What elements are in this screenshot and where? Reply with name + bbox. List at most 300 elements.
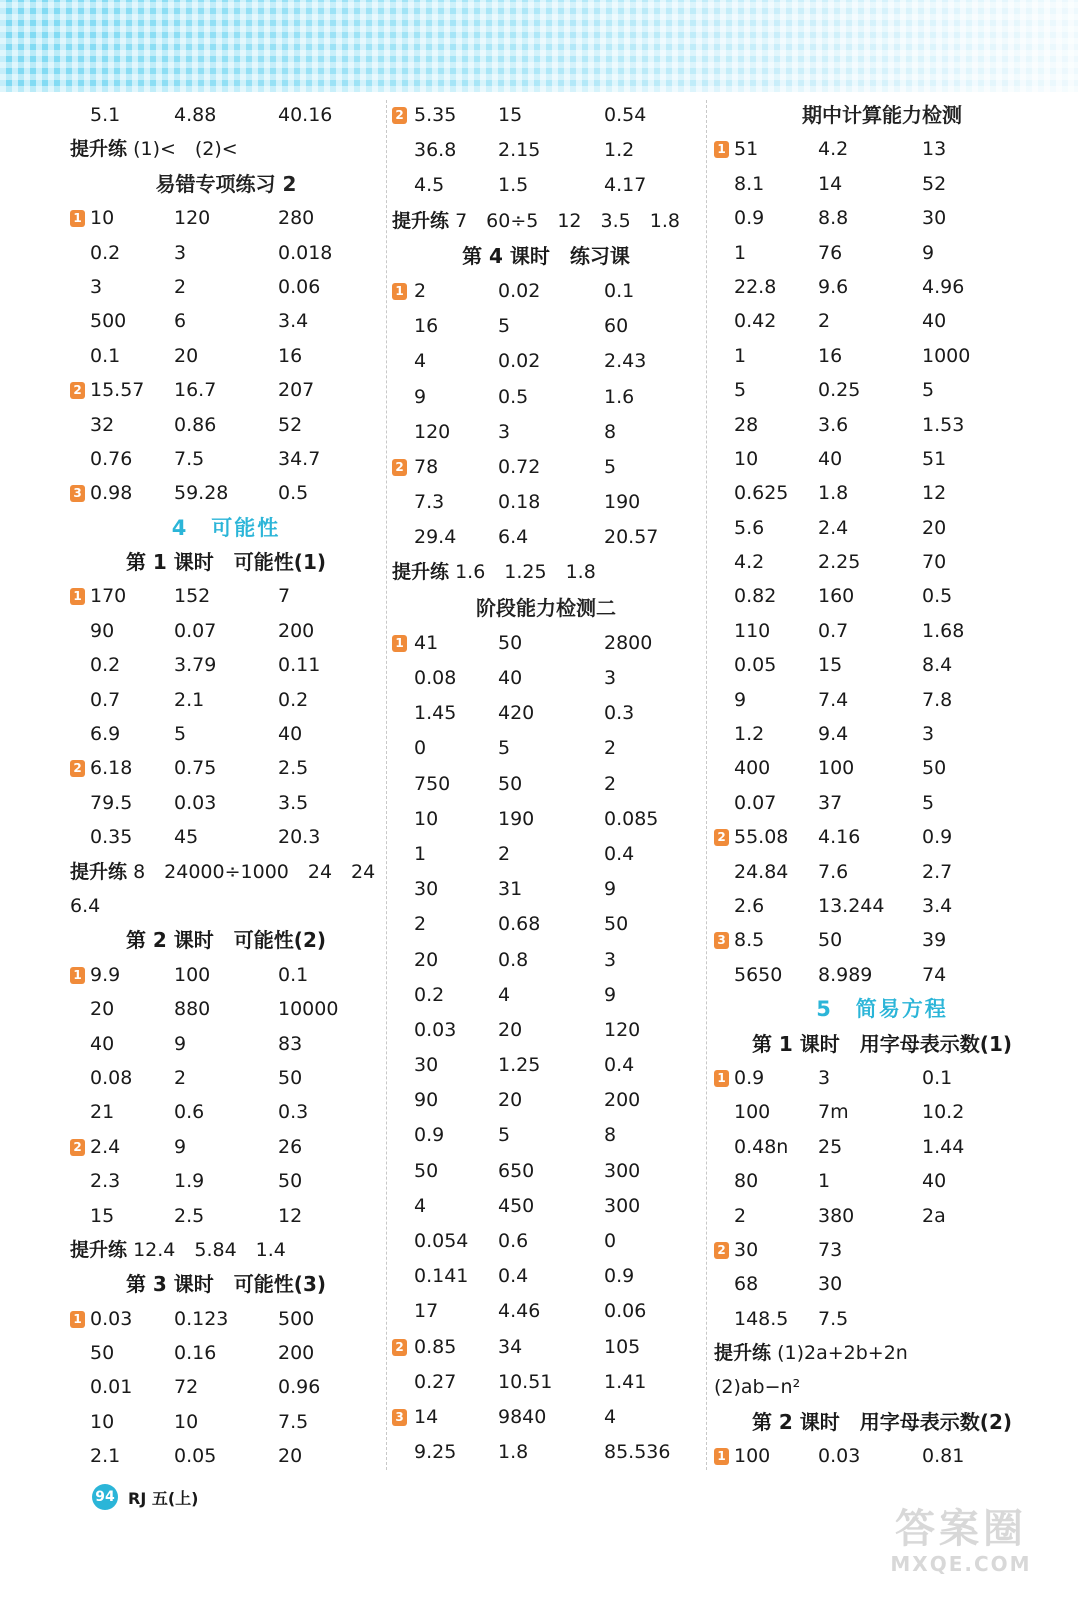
answer-value: 3: [604, 948, 617, 971]
answer-row: [712, 923, 1052, 957]
answer-value: 2.7: [922, 860, 953, 883]
answer-row: [390, 767, 702, 802]
answer-value: 5.1: [90, 104, 121, 126]
answer-value: 420: [498, 702, 535, 725]
answer-row: [712, 511, 1052, 545]
answer-value: 2: [818, 310, 831, 333]
answer-value: 16: [818, 344, 843, 367]
page-number: 94: [92, 1484, 118, 1510]
answer-row: [68, 820, 384, 854]
extension-text: 12.4 5.84 1.4: [133, 1238, 286, 1261]
answer-value: 2.6: [734, 894, 765, 917]
answer-row: [712, 1199, 1052, 1233]
answer-value: 5.35: [414, 104, 457, 126]
answer-row: [390, 872, 702, 907]
question-number-badge: 2: [70, 760, 85, 777]
question-number-badge: 1: [392, 283, 407, 300]
extension-answer: [68, 1233, 384, 1267]
answer-row: [712, 1302, 1052, 1336]
answer-row: [390, 450, 702, 485]
answer-value: 3.6: [818, 413, 849, 436]
answer-value: 79.5: [90, 791, 133, 814]
answer-value: 1.45: [414, 702, 457, 725]
answer-value: 3: [174, 241, 187, 264]
answer-value: 52: [278, 413, 303, 436]
answer-value: 0.2: [90, 654, 121, 677]
answer-row: [68, 958, 384, 992]
answer-value: 4.5: [414, 174, 445, 197]
answer-row: [390, 1224, 702, 1259]
answer-row: [390, 1154, 702, 1189]
answer-value: 8.8: [818, 207, 849, 230]
question-number-badge: 2: [392, 459, 407, 476]
answer-value: 50: [818, 929, 843, 952]
answer-value: 8.989: [818, 963, 873, 986]
answer-value: 300: [604, 1194, 641, 1217]
answer-row: [390, 415, 702, 450]
answer-value: 20: [174, 344, 199, 367]
question-number-badge: 1: [70, 588, 85, 605]
answer-column-1: [68, 98, 384, 1474]
answer-row: [390, 274, 702, 309]
answer-value: 1.6: [604, 385, 635, 408]
answer-value: 90: [90, 619, 115, 642]
answer-value: 400: [734, 757, 771, 780]
answer-row: [68, 339, 384, 373]
answer-row: [68, 442, 384, 476]
answer-value: 50: [498, 631, 523, 654]
answer-value: 12: [922, 482, 947, 505]
answer-value: 0.82: [734, 585, 777, 608]
answer-value: 2: [414, 279, 427, 302]
answer-row: [390, 168, 702, 203]
answer-value: 10: [90, 207, 115, 230]
answer-value: 0: [604, 1230, 617, 1252]
answer-value: 0.76: [90, 447, 133, 470]
answer-value: 1.41: [604, 1370, 647, 1393]
answer-value: 0.06: [278, 275, 321, 298]
answer-value: 200: [278, 619, 315, 642]
answer-value: 9.25: [414, 1441, 457, 1464]
answer-value: 110: [734, 619, 771, 642]
answer-value: 0.96: [278, 1376, 321, 1399]
extension-text: (1)2a+2b+2n: [777, 1342, 908, 1365]
answer-row: [712, 132, 1052, 166]
answer-value: 8.1: [734, 172, 765, 195]
answer-value: 0.9: [734, 207, 765, 230]
answer-value: 5: [922, 791, 935, 814]
answer-value: 10000: [278, 998, 339, 1021]
answer-row: [390, 1259, 702, 1294]
answer-value: 450: [498, 1194, 535, 1217]
answer-value: 0.123: [174, 1307, 229, 1330]
answer-value: 6.4: [498, 526, 529, 549]
answer-row: [390, 696, 702, 731]
answer-value: 9.9: [90, 963, 121, 986]
answer-row: [390, 943, 702, 978]
answer-row: [390, 1013, 702, 1048]
answer-value: 0.01: [90, 1376, 133, 1399]
answer-value: 2.25: [818, 551, 861, 574]
answer-value: 120: [414, 420, 451, 443]
answer-value: 7.4: [818, 688, 849, 711]
answer-value: 39: [922, 929, 947, 952]
answer-row: [68, 236, 384, 270]
answer-value: 300: [604, 1159, 641, 1182]
answer-value: 30: [818, 1273, 843, 1296]
question-number-badge: 1: [714, 1070, 729, 1087]
answer-row: [68, 1302, 384, 1336]
answer-value: 0.86: [174, 413, 217, 436]
answer-value: 6.18: [90, 757, 133, 780]
answer-value: 15: [90, 1204, 115, 1227]
answer-row: [712, 786, 1052, 820]
answer-value: 45: [174, 826, 199, 849]
answer-value: 4: [414, 350, 427, 373]
answer-value: 9: [922, 241, 935, 264]
answer-value: 0.4: [498, 1265, 529, 1288]
answer-value: 2.1: [90, 1445, 121, 1468]
extension-answer: [68, 889, 384, 923]
answer-value: 21: [90, 1101, 115, 1124]
answer-value: 0.2: [278, 688, 309, 711]
answer-value: 7.5: [818, 1307, 849, 1330]
answer-value: 0.6: [174, 1101, 205, 1124]
answer-row: [712, 339, 1052, 373]
answer-row: [68, 201, 384, 235]
answer-value: 40: [818, 447, 843, 470]
column-divider: [706, 100, 707, 1470]
question-number-badge: 2: [392, 1339, 407, 1356]
answer-row: [390, 344, 702, 379]
answer-value: 20: [922, 516, 947, 539]
answer-value: 10: [734, 447, 759, 470]
answer-value: 152: [174, 585, 211, 608]
extension-label: 提升练: [70, 1238, 128, 1261]
answer-row: [390, 98, 702, 133]
answer-value: 9: [604, 878, 617, 901]
answer-value: 14: [414, 1405, 439, 1428]
answer-value: 2: [174, 275, 187, 298]
answer-value: 28: [734, 413, 759, 436]
answer-value: 50: [604, 913, 629, 936]
extension-label: 提升练: [392, 561, 450, 584]
answer-value: 22.8: [734, 275, 777, 298]
answer-value: 0.8: [498, 948, 529, 971]
answer-value: 1.8: [498, 1441, 529, 1464]
answer-value: 0.48n: [734, 1135, 789, 1158]
answer-value: 0.11: [278, 654, 321, 677]
answer-value: 7.8: [922, 688, 953, 711]
answer-value: 3: [604, 667, 617, 689]
answer-row: [390, 837, 702, 872]
answer-row: [68, 1439, 384, 1473]
answer-value: 200: [604, 1089, 641, 1112]
answer-value: 9: [174, 1135, 187, 1158]
answer-row: [68, 1370, 384, 1404]
answer-value: 13.244: [818, 894, 885, 917]
answer-row: [68, 1130, 384, 1164]
answer-value: 0.7: [818, 619, 849, 642]
answer-row: [390, 380, 702, 415]
answer-value: 74: [922, 963, 947, 986]
answer-row: [390, 661, 702, 696]
answer-value: 5.6: [734, 516, 765, 539]
column-divider: [386, 100, 387, 1470]
answer-value: 31: [498, 878, 523, 901]
answer-value: 0.018: [278, 241, 333, 264]
answer-value: 100: [818, 757, 855, 780]
answer-value: 12: [278, 1204, 303, 1227]
answer-value: 0.06: [604, 1300, 647, 1323]
answer-value: 0.9: [604, 1265, 635, 1288]
answer-value: 51: [922, 447, 947, 470]
answer-value: 0.07: [174, 619, 217, 642]
answer-value: 16: [278, 344, 303, 367]
answer-value: 7.3: [414, 491, 445, 514]
answer-value: 10: [414, 807, 439, 830]
answer-row: [68, 992, 384, 1026]
answer-value: 1: [414, 842, 427, 865]
answer-value: 40: [922, 310, 947, 333]
answer-value: 100: [734, 1445, 771, 1468]
answer-value: 7: [278, 585, 291, 608]
answer-value: 10: [90, 1410, 115, 1433]
answer-row: [712, 889, 1052, 923]
answer-value: 7.5: [174, 447, 205, 470]
answer-value: 59.28: [174, 482, 229, 505]
answer-row: [390, 1118, 702, 1153]
answer-value: 72: [174, 1376, 199, 1399]
answer-value: 50: [922, 757, 947, 780]
answer-value: 32: [90, 413, 115, 436]
answer-value: 3.4: [278, 310, 309, 333]
question-number-badge: 1: [714, 1448, 729, 1465]
answer-value: 1.5: [498, 174, 529, 197]
answer-value: 30: [414, 878, 439, 901]
answer-value: 83: [278, 1032, 303, 1055]
answer-row: [390, 1330, 702, 1365]
answer-value: 10.2: [922, 1101, 965, 1124]
answer-value: 70: [922, 551, 947, 574]
answer-row: [712, 545, 1052, 579]
answer-value: 55.08: [734, 826, 789, 849]
answer-row: [712, 648, 1052, 682]
answer-row: [68, 1405, 384, 1439]
answer-value: 50: [278, 1170, 303, 1193]
answer-value: 0.1: [90, 344, 121, 367]
answer-value: 9: [734, 688, 747, 711]
answer-value: 1: [734, 241, 747, 264]
answer-row: [712, 614, 1052, 648]
page-footer: [92, 1484, 198, 1510]
answer-value: 3.4: [922, 894, 953, 917]
answer-value: 1.53: [922, 413, 965, 436]
answer-value: 0.03: [90, 1307, 133, 1330]
answer-value: 2: [734, 1204, 747, 1227]
lesson-heading: 第 1 课时 可能性(1): [125, 550, 327, 575]
answer-value: 200: [278, 1342, 315, 1365]
answer-value: 0.68: [498, 913, 541, 936]
answer-value: 1000: [922, 344, 971, 367]
answer-value: 9: [604, 983, 617, 1006]
answer-value: 880: [174, 998, 211, 1021]
answer-value: 9.4: [818, 723, 849, 746]
answer-value: 8.4: [922, 654, 953, 677]
answer-value: 750: [414, 772, 451, 795]
book-label: RJ 五(上): [128, 1488, 199, 1508]
answer-value: 20: [278, 1445, 303, 1468]
answer-value: 0.08: [90, 1066, 133, 1089]
answer-value: 0.05: [174, 1445, 217, 1468]
answer-value: 20: [498, 1089, 523, 1112]
answer-row: [390, 1189, 702, 1224]
answer-value: 0.07: [734, 791, 777, 814]
answer-value: 0.1: [278, 963, 309, 986]
answer-value: 148.5: [734, 1307, 789, 1330]
answer-row: [712, 1267, 1052, 1301]
unit-heading: 4 可能性: [171, 515, 281, 540]
answer-value: 380: [818, 1204, 855, 1227]
answer-value: 7.6: [818, 860, 849, 883]
answer-value: 1.8: [818, 482, 849, 505]
answer-row: [712, 373, 1052, 407]
unit-heading: 5 简易方程: [816, 997, 948, 1022]
answer-column-3: [712, 98, 1052, 1474]
section-heading: 阶段能力检测二: [476, 595, 616, 620]
answer-row: [68, 648, 384, 682]
answer-value: 16: [414, 315, 439, 338]
answer-row: [712, 1233, 1052, 1267]
answer-value: 9.6: [818, 275, 849, 298]
answer-row: [68, 786, 384, 820]
answer-value: 0.7: [90, 688, 121, 711]
answer-row: [712, 1095, 1052, 1129]
answer-value: 4.2: [734, 551, 765, 574]
answer-value: 0.1: [604, 279, 635, 302]
answer-value: 0.85: [414, 1335, 457, 1358]
answer-row: [68, 751, 384, 785]
answer-row: [712, 751, 1052, 785]
lesson-heading: 第 3 课时 可能性(3): [125, 1272, 327, 1297]
answer-value: 9840: [498, 1405, 547, 1428]
answer-value: 50: [278, 1066, 303, 1089]
answer-value: 1.2: [604, 139, 635, 162]
question-number-badge: 3: [70, 485, 85, 502]
answer-row: [712, 408, 1052, 442]
question-number-badge: 1: [392, 635, 407, 652]
answer-value: 20.57: [604, 526, 659, 549]
answer-row: [68, 304, 384, 338]
answer-row: [390, 1365, 702, 1400]
answer-value: 650: [498, 1159, 535, 1182]
answer-value: 5: [604, 455, 617, 478]
answer-value: 4.96: [922, 275, 965, 298]
answer-value: 80: [734, 1170, 759, 1193]
answer-value: 50: [90, 1342, 115, 1365]
answer-value: 34: [498, 1335, 523, 1358]
extension-label: 提升练: [70, 860, 128, 883]
answer-row: [712, 476, 1052, 510]
question-number-badge: 3: [714, 932, 729, 949]
answer-value: 26: [278, 1135, 303, 1158]
answer-row: [68, 1061, 384, 1095]
answer-value: 0.4: [604, 842, 635, 865]
answer-value: 4.16: [818, 826, 861, 849]
answer-value: 36.8: [414, 139, 457, 162]
answer-value: 170: [90, 585, 127, 608]
answer-value: 0.3: [604, 702, 635, 725]
answer-row: [68, 717, 384, 751]
answer-value: 0: [414, 737, 427, 760]
answer-value: 5: [922, 379, 935, 402]
answer-value: 0.08: [414, 667, 457, 689]
lesson-heading: 第 2 课时 可能性(2): [125, 928, 327, 953]
answer-value: 8.5: [734, 929, 765, 952]
answer-row: [712, 167, 1052, 201]
answer-value: 2.43: [604, 350, 647, 373]
answer-row: [712, 579, 1052, 613]
answer-value: 4.17: [604, 174, 647, 197]
answer-value: 2800: [604, 631, 653, 654]
answer-value: 0.75: [174, 757, 217, 780]
question-number-badge: 1: [714, 141, 729, 158]
answer-value: 85.536: [604, 1441, 671, 1464]
answer-value: 20: [414, 948, 439, 971]
answer-value: 50: [414, 1159, 439, 1182]
extension-label: 提升练: [714, 1342, 772, 1365]
answer-value: 1.44: [922, 1135, 965, 1158]
answer-row: [390, 1083, 702, 1118]
answer-value: 9: [174, 1032, 187, 1055]
question-number-badge: 2: [70, 382, 85, 399]
extension-text: 6.4: [70, 894, 101, 917]
answer-value: 10.51: [498, 1370, 553, 1393]
answer-value: 2.5: [278, 757, 309, 780]
answer-value: 4: [414, 1194, 427, 1217]
answer-value: 76: [818, 241, 843, 264]
answer-row: [68, 373, 384, 407]
extension-label: 提升练: [70, 138, 128, 161]
answer-value: 30: [734, 1238, 759, 1261]
answer-value: 1.2: [734, 723, 765, 746]
answer-value: 1.9: [174, 1170, 205, 1193]
question-number-badge: 1: [70, 1311, 85, 1328]
answer-value: 3.5: [278, 791, 309, 814]
answer-row: [712, 442, 1052, 476]
extension-text: 1.6 1.25 1.8: [455, 561, 596, 584]
answer-value: 0.085: [604, 807, 659, 830]
answer-row: [68, 1164, 384, 1198]
lesson-heading: 第 4 课时 练习课: [462, 243, 630, 268]
answer-row: [390, 978, 702, 1013]
answer-value: 0.54: [604, 104, 647, 126]
answer-value: 120: [604, 1018, 641, 1041]
answer-row: [68, 1027, 384, 1061]
extension-answer: [712, 1370, 1052, 1404]
question-number-badge: 3: [392, 1409, 407, 1426]
answer-value: 20: [498, 1018, 523, 1041]
answer-value: 0.5: [498, 385, 529, 408]
answer-value: 40: [278, 723, 303, 746]
answer-value: 207: [278, 379, 315, 402]
answer-row: [712, 717, 1052, 751]
answer-value: 7.5: [278, 1410, 309, 1433]
answer-row: [68, 270, 384, 304]
answer-value: 3: [922, 723, 935, 746]
answer-value: 0.3: [278, 1101, 309, 1124]
section-heading: 易错专项练习 2: [155, 171, 297, 196]
